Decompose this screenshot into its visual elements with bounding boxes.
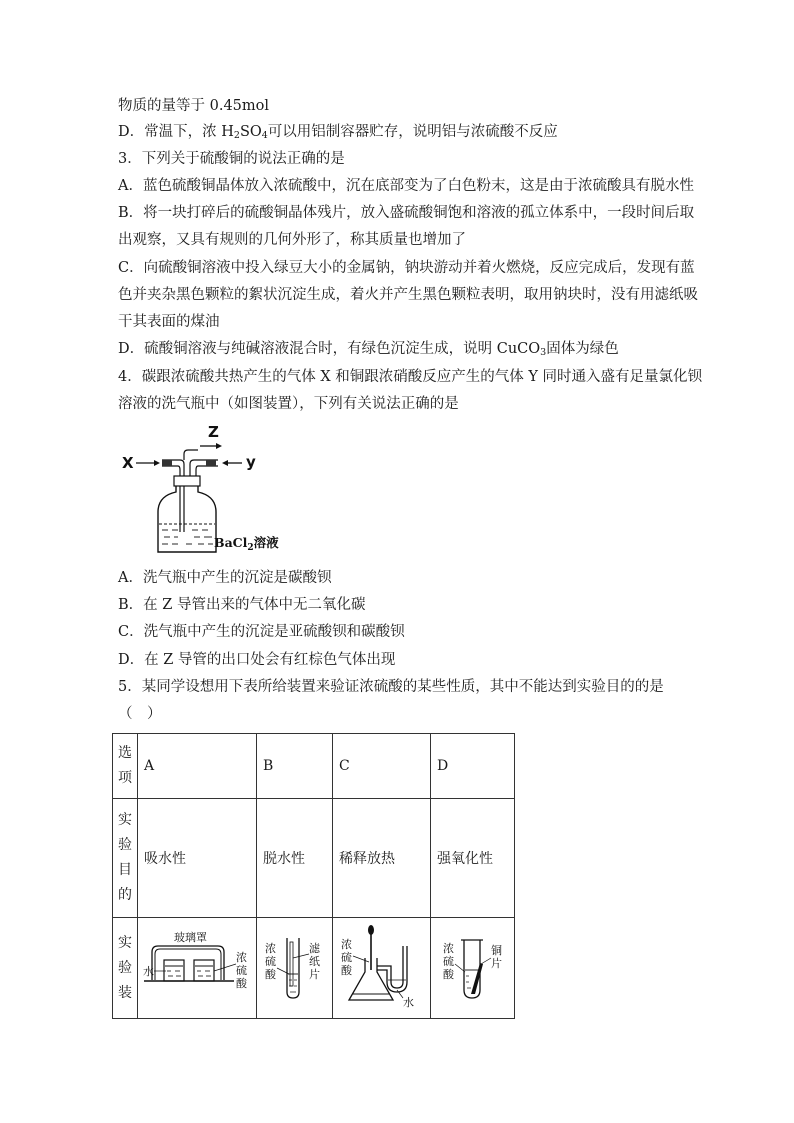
- header-char: 项: [118, 770, 132, 786]
- header-char: 目: [118, 862, 132, 878]
- apparatus-label: 纸: [309, 955, 320, 968]
- question-4-option-b: B．在 Z 导管出来的气体中无二氧化碳: [118, 597, 366, 613]
- text-fragment: D．常温下，浓 H: [118, 124, 234, 140]
- question-5-answer-paren: （ ）: [118, 706, 162, 722]
- apparatus-label: 滤: [309, 942, 320, 955]
- question-3-option-c-cont: 色并夹杂黑色颗粒的絮状沉淀生成，着火并产生黑色颗粒表明，取用钠块时，没有用滤纸吸: [118, 287, 698, 303]
- apparatus-label: 硫: [236, 964, 247, 977]
- subscript: 3: [540, 347, 547, 358]
- apparatus-label: 硫: [443, 955, 454, 968]
- apparatus-cell-d: [431, 918, 515, 1019]
- apparatus-a-figure: [138, 918, 256, 1014]
- subscript: 4: [261, 130, 268, 141]
- text-line: 物质的量等于 0.45mol: [118, 98, 270, 114]
- apparatus-label: 酸: [265, 968, 276, 981]
- question-4-option-a: A．洗气瓶中产生的沉淀是碳酸钡: [118, 570, 332, 586]
- option-cell: A: [138, 734, 257, 799]
- header-char: 验: [118, 959, 132, 976]
- apparatus-label: 硫: [265, 955, 276, 968]
- apparatus-cell-b: [257, 918, 333, 1019]
- purpose-cell: 脱水性: [257, 799, 333, 918]
- table-row: [113, 918, 515, 1019]
- question-3-option-d: [118, 339, 619, 359]
- option-cell: D: [431, 734, 515, 799]
- apparatus-label: 浓: [341, 938, 352, 951]
- question-4-option-c: C．洗气瓶中产生的沉淀是亚硫酸钡和碳酸钡: [118, 624, 405, 640]
- option-3d-prev: [118, 122, 558, 142]
- apparatus-label: 浓: [236, 951, 247, 964]
- text-fragment: 固体为绿色: [546, 341, 619, 357]
- question-3-option-b-cont: 出观察，又具有规则的几何外形了，称其质量也增加了: [118, 232, 466, 248]
- question-3-stem: 3．下列关于硫酸铜的说法正确的是: [118, 151, 345, 167]
- question-3-option-c: C．向硫酸铜溶液中投入绿豆大小的金属钠，钠块游动并着火燃烧，反应完成后，发现有蓝: [118, 260, 695, 276]
- option-cell: C: [333, 734, 431, 799]
- table-row: [113, 734, 515, 799]
- apparatus-label: 片: [491, 957, 502, 970]
- question-4-stem-cont: 溶液的洗气瓶中（如图装置），下列有关说法正确的是: [118, 396, 459, 412]
- figure-label-x: X: [122, 454, 134, 472]
- question-4-stem: 4．碳跟浓硫酸共热产生的气体 X 和铜跟浓硝酸反应产生的气体 Y 同时通入盛有足量氯化钡: [118, 369, 703, 385]
- purpose-cell: 强氧化性: [431, 799, 515, 918]
- gas-washing-bottle-figure: [118, 420, 288, 560]
- text-fragment: 可以用铝制容器贮存，说明铝与浓硫酸不反应: [267, 124, 558, 140]
- text-fragment: D．硫酸铜溶液与纯碱溶液混合时，有绿色沉淀生成，说明 CuCO: [118, 341, 541, 357]
- header-char: 的: [118, 887, 132, 903]
- figure-label-z: Z: [208, 423, 219, 441]
- apparatus-c-figure: [333, 918, 430, 1014]
- question-5-stem: 5．某同学设想用下表所给装置来验证浓硫酸的某些性质，其中不能达到实验目的的是: [118, 679, 664, 695]
- apparatus-label: 水: [403, 996, 414, 1009]
- figure-solution-label: BaCl$_2$溶液: [214, 535, 279, 553]
- header-char: 验: [118, 837, 132, 853]
- apparatus-label: 水: [143, 965, 154, 978]
- apparatus-label: 酸: [341, 964, 352, 977]
- options-table: [112, 733, 515, 1019]
- header-char: 装: [118, 984, 132, 1001]
- header-char: 实: [118, 934, 132, 951]
- question-3-option-c-cont: 干其表面的煤油: [118, 314, 220, 330]
- subscript: 2: [233, 130, 240, 141]
- apparatus-label: 铜: [491, 944, 502, 957]
- apparatus-d-figure: [431, 918, 514, 1014]
- row-header-apparatus: [113, 918, 138, 1019]
- question-3-option-b: B．将一块打碎后的硫酸铜晶体残片，放入盛硫酸铜饱和溶液的孤立体系中，一段时间后取: [118, 205, 695, 221]
- text-fragment: SO: [239, 124, 262, 140]
- row-header-purpose: [113, 799, 138, 918]
- apparatus-label: 玻璃罩: [174, 931, 207, 944]
- apparatus-label: 浓: [265, 942, 276, 955]
- figure-label-y: y: [246, 453, 256, 471]
- table-row: [113, 799, 515, 918]
- apparatus-label: 硫: [341, 951, 352, 964]
- row-header-options: [113, 734, 138, 799]
- option-cell: B: [257, 734, 333, 799]
- header-char: 选: [118, 745, 132, 761]
- header-char: 实: [118, 812, 132, 828]
- purpose-cell: 稀释放热: [333, 799, 431, 918]
- apparatus-label: 酸: [236, 977, 247, 990]
- apparatus-cell-a: [138, 918, 257, 1019]
- question-3-option-a: A．蓝色硫酸铜晶体放入浓硫酸中，沉在底部变为了白色粉末，这是由于浓硫酸具有脱水性: [118, 178, 694, 194]
- apparatus-label: 浓: [443, 942, 454, 955]
- apparatus-b-figure: [257, 918, 332, 1014]
- apparatus-cell-c: [333, 918, 431, 1019]
- purpose-cell: 吸水性: [138, 799, 257, 918]
- apparatus-label: 酸: [443, 968, 454, 981]
- apparatus-label: 片: [309, 968, 320, 981]
- question-4-option-d: D．在 Z 导管的出口处会有红棕色气体出现: [118, 652, 396, 668]
